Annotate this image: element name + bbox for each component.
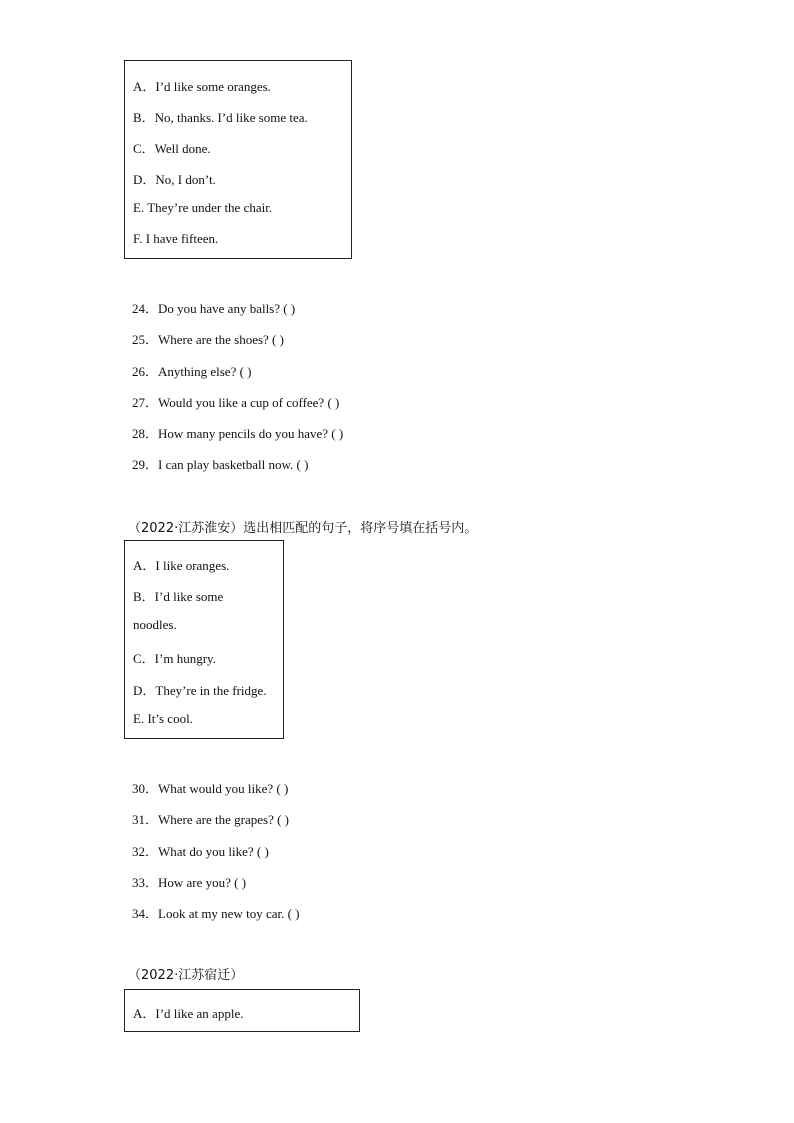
option-d: D．They’re in the fridge. xyxy=(133,683,267,698)
section-heading-huaian: （2022·江苏淮安）选出相匹配的句子，将序号填在括号内。 xyxy=(128,521,478,536)
question-25: 25．Where are the shoes? ( ) xyxy=(132,332,284,347)
option-b: B．No, thanks. I’d like some tea. xyxy=(133,110,308,125)
option-c: C．Well done. xyxy=(133,141,211,156)
question-34: 34．Look at my new toy car. ( ) xyxy=(132,906,300,921)
question-24: 24．Do you have any balls? ( ) xyxy=(132,301,296,316)
question-31: 31．Where are the grapes? ( ) xyxy=(132,812,289,827)
option-d: D．No, I don’t. xyxy=(133,172,216,187)
question-26: 26．Anything else? ( ) xyxy=(132,364,252,379)
question-29: 29．I can play basketball now. ( ) xyxy=(132,457,309,472)
option-a: A．I like oranges. xyxy=(133,558,230,573)
question-33: 33．How are you? ( ) xyxy=(132,875,247,890)
question-28: 28．How many pencils do you have? ( ) xyxy=(132,426,344,441)
options-box-2 xyxy=(124,540,284,739)
options-box-3 xyxy=(124,989,360,1032)
option-c: C．I’m hungry. xyxy=(133,651,216,666)
option-b-continued: noodles. xyxy=(133,617,177,632)
option-f: F. I have fifteen. xyxy=(133,231,219,246)
option-e: E. It’s cool. xyxy=(133,711,193,726)
options-box-1 xyxy=(124,60,352,259)
option-e: E. They’re under the chair. xyxy=(133,200,273,215)
question-30: 30．What would you like? ( ) xyxy=(132,781,289,796)
option-a: A．I’d like an apple. xyxy=(133,1006,244,1021)
option-b: B．I’d like some xyxy=(133,589,224,604)
option-a: A．I’d like some oranges. xyxy=(133,79,271,94)
question-27: 27．Would you like a cup of coffee? ( ) xyxy=(132,395,340,410)
section-heading-suqian: （2022·江苏宿迁） xyxy=(128,968,244,983)
question-32: 32．What do you like? ( ) xyxy=(132,844,269,859)
